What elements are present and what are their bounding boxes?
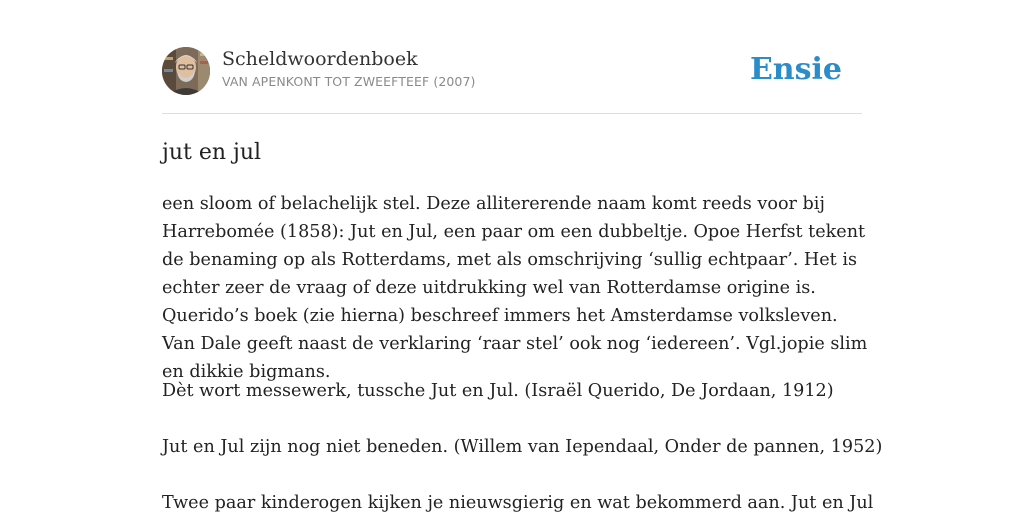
entry-definition: een sloom of belachelijk stel. Deze allitererende naam komt reeds voor bij Harrebomée (1858): Jut en Jul, een paar om een dubbeltje. Opoe Herfst tekent de benaming op als Rotterdams, met als omschrijving ‘sullig echtpaar’. Het is echter zeer de vraag of deze uitdrukking wel van Rotterdamse origine is. Querido’s boek (zie hierna) beschreef immers het Amsterdamse volksleven. Van Dale geeft naast de verklaring ‘raar stel’ ook nog ‘iedereen’. Vgl.jopie slim en dikkie bigmans. (162, 194, 868, 382)
book-title[interactable]: Scheldwoordenboek (222, 48, 418, 70)
entry-title: jut en jul (162, 140, 262, 165)
author-avatar[interactable] (162, 47, 210, 95)
entry-quote: Twee paar kinderogen kijken je nieuwsgierig en wat bekommerd aan. Jut en Jul (162, 493, 874, 512)
entry-quote: Dèt wort messewerk, tussche Jut en Jul. (Israël Querido, De Jordaan, 1912) (162, 381, 834, 401)
ensie-logo-link[interactable]: Ensie (749, 52, 842, 87)
author-photo (162, 47, 210, 95)
book-subtitle: VAN APENKONT TOT ZWEEFTEEF (2007) (222, 74, 476, 89)
header (162, 46, 862, 114)
entry-quote: Jut en Jul zijn nog niet beneden. (Willem van Iependaal, Onder de pannen, 1952) (162, 437, 883, 457)
